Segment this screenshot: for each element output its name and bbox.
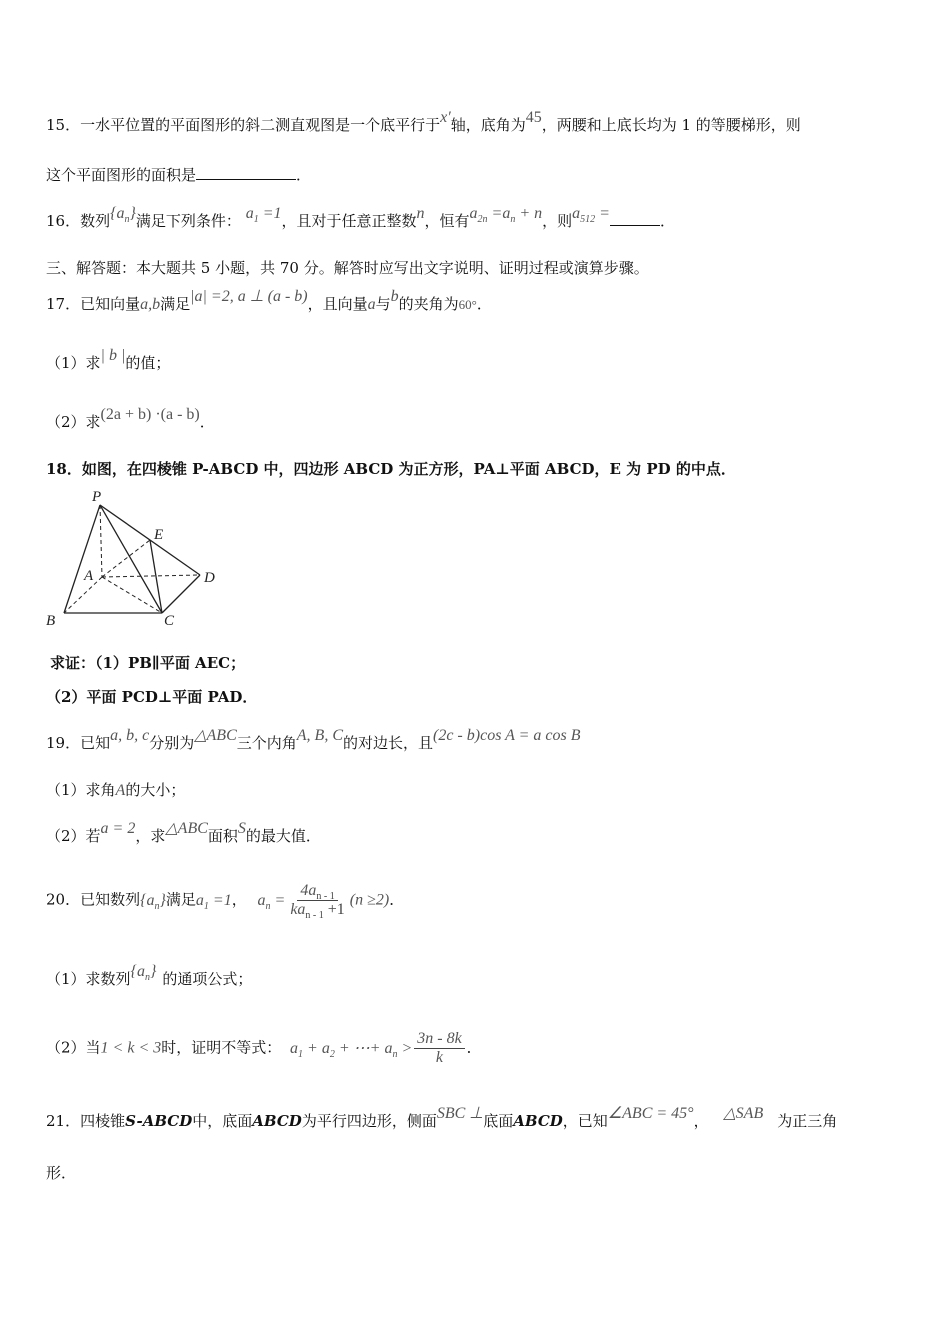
q18-proof-2: （2）平面 PCD⊥平面 PAD． [46,688,258,706]
edge-CD [162,575,200,613]
given-equation: (2c - b)cos A = a cos B [433,727,581,744]
q20-part2: （2）当1 < k < 3时，证明不等式： $a_1 + a_2$ + ⋯+ $a_n$ > $\frac{3n - 8k}{k}$ ． [46,1030,482,1066]
range-condition: (n ≥2) [349,891,390,909]
recurrence-lhs: $a_n$ = [257,891,286,912]
angle-value: 60° [458,297,477,312]
edge-AD [102,575,200,577]
q17-part2: （2）求(2a + b) ·(a - b)． [46,406,215,431]
q21-line2: 形． [46,1164,77,1182]
sequence-notation: $\{a_n\}$ [110,205,136,225]
q15-line1: 15．一水平位置的平面图形的斜二测直观图是一个底平行于x′轴，底角为45，两腰和上底长均为 1 的等腰梯形，则 [46,109,801,134]
dot-product-expr: (2a + b) ·(a - b) [100,406,200,423]
q18-proof-1: 求证：（1）PB∥平面 AEC； [50,654,246,672]
k-range: 1 < k < 3 [100,1039,162,1057]
initial-condition: $a_1 =1$ [195,891,232,912]
label-P: P [92,489,102,505]
q20-part1: （1）求数列$\{a_n\}$ 的通项公式； [46,963,253,988]
answer-blank[interactable] [610,225,660,226]
sides: a, b, c [110,727,150,744]
edge-AE [102,540,150,577]
axis-symbol: x′ [440,109,451,126]
base-angle: 45 [525,109,542,126]
section-heading: 三、解答题：本大题共 5 小题，共 70 分。解答时应写出文字说明、证明过程或演算步骤。 [46,259,649,277]
q21-line1: 21．四棱锥S-ABCD中，底面ABCD为平行四边形，侧面SBC ⊥底面ABCD，已知∠ABC = 45°， △SAB 为正三角 [46,1105,838,1130]
recurrence-fraction: $\frac{4a_{n - 1}}{ka_{n - 1} +1}$ [290,882,345,921]
edge-AC [102,577,162,613]
q17-line: 17．已知向量a,b满足|a| =2, a ⊥ (a - b)，且向量a与b的夹角为60°． [46,288,492,313]
inequality-fraction: $\frac{3n - 8k}{k}$ [414,1030,464,1067]
label-A: A [84,568,94,584]
label-B: B [46,613,56,629]
q19-part1: （1）求角A的大小； [46,781,186,799]
vector-condition: |a| =2, a ⊥ (a - b) [190,288,308,305]
q16-line: 16．数列$\{a_n\}$满足下列条件： $a_1 =1$，且对于任意正整数n，恒有$a_{2n} =a_n + n$，则$a_{512}$ = ． [46,205,675,230]
vectors: a,b [140,296,161,313]
pyramid-name: S-ABCD [125,1112,193,1130]
recurrence: $a_{2n} =a_n + n$ [469,205,543,225]
q18-text: 18．如图，在四棱锥 P-ABCD 中，四边形 ABCD 为正方形，PA⊥平面 ABCD，E 为 PD 的中点． [46,460,736,478]
q19-line: 19．已知a, b, c分别为△ABC三个内角A, B, C的对边长，且(2c - b)cos A = a cos B [46,727,581,752]
triangle-sab: △SAB [723,1105,764,1122]
q19-part2: （2）若a = 2，求△ABC面积S的最大值． [46,820,321,845]
label-D: D [204,570,215,586]
side-face: SBC ⊥ [436,1105,484,1122]
label-E: E [154,527,164,543]
q15-line2: 这个平面图形的面积是 ． [46,166,312,184]
side-a-value: a = 2 [100,820,136,837]
q17-part1: （1）求| b |的值； [46,347,171,372]
answer-blank[interactable] [196,179,296,180]
label-C: C [164,613,175,629]
initial-condition: $a_1 =1$ [245,205,282,225]
variable-n: n [416,205,425,222]
q20-line: 20．已知数列$\{a_n\}$满足$a_1 =1$， $a_n$ = $\frac{4a_{n - 1}}{ka_{n - 1} +1}$ (n ≥2)． [46,882,405,921]
edge-PB [64,505,100,613]
sum-expression: $a_1 + a_2$ + ⋯+ $a_n$ > [290,1039,413,1060]
triangle: △ABC [194,727,237,744]
angles: A, B, C [296,727,343,744]
magnitude-b: | b | [100,347,126,364]
sequence: $\{a_n\}$ [140,891,166,912]
angle-abc: ∠ABC = 45° [607,1105,694,1122]
edge-PA [100,505,102,577]
pyramid-figure [40,485,240,635]
sequence: $\{a_n\}$ [130,963,157,983]
target-term: $a_{512}$ = [572,205,610,225]
